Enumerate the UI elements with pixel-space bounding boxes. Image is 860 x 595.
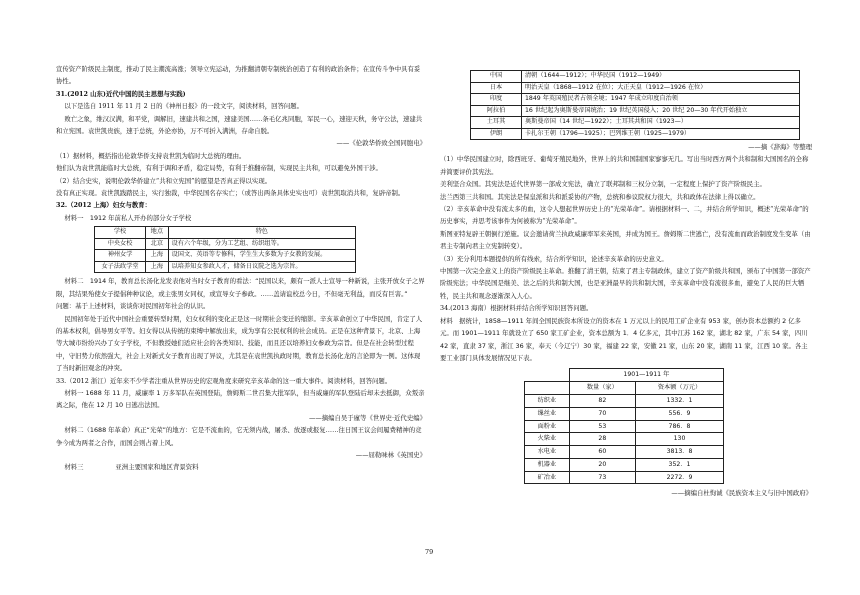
- table-cell: 神州女学: [95, 250, 146, 262]
- q33-material-1: 材料一 1688 年 11 月，威廉率 1 万多军队在英国登陆，詹姆斯二世召集大批军队，但当威廉的军队登陆后却未去抵御，众叛亲离之际，他在 12 月 10 日逃出法国。: [56, 388, 425, 410]
- r-question-1: （1）中华民国建立时，除西班牙、葡萄牙殖民地外，世界上的共和国制国家寥寥无几。写出当时西方两个共和制和大国国名的全称并简要评价其宪法。: [440, 155, 809, 176]
- table-row: [471, 71, 800, 83]
- table-row: [525, 458, 724, 471]
- table-cell: 上海: [146, 261, 168, 273]
- q31-material: 败亡之象，维汉汉满，和平党，调解旧，速建共和之国，速建美国……条毛亿兆同胞，军民一心，速迎天秋，务守公法，速建共和立宪国。袁世凯贵族，速于总统，外论亦协，万不可折入满洲，存命自脱。: [56, 114, 423, 136]
- table-row: [471, 94, 800, 106]
- q31-title: 31.(2012 山东)近代中国的民主思想与实践): [56, 89, 186, 98]
- table-cell: 设国文、英语等专修科，学生生大多数为子女教的发展。: [168, 250, 355, 262]
- table-row: [471, 105, 800, 117]
- q32-title: 32.（2012 上海）妇女与教育：: [56, 201, 152, 210]
- table-row: [95, 250, 356, 262]
- table-cell: 352．1: [636, 458, 724, 471]
- table-row: [525, 407, 724, 420]
- q32-material-2: 材料二 1914 年，教育总长汤化龙发表他对当时女子教育的看法：“民国以来，颇有一派人士宣导一种新说，主张开放女子之界限，其结果殆使女子提倡种种议论，或主张男女同权，或宣导女子参政。……盖请谊校总今日，不但毫无利益，而反有巨害。”: [56, 277, 425, 298]
- industry-table: [524, 368, 724, 484]
- r-question-2: （2）辛亥革命中没有流太多的血，这令人想起世界历史上的“光荣革命”。请根据材料一、二，并结合所学知识，概述“光荣革命”的历史事实，并思考该事件为何被称为“光荣革命”。: [440, 205, 809, 226]
- table-header-cell: 地点: [146, 227, 168, 239]
- table-cell: 缫丝业: [525, 407, 570, 420]
- table-cell: 水电业: [525, 446, 570, 459]
- table-cell: 20: [569, 458, 635, 471]
- q33-material-2: 材料二（1688 年革命）真正“光荣”的地方：它是不流血的，它无须内战，屠杀、放逐或报复……往日国王议会间履费精神的竞争今成为两者之合作，而国会则占着上风。: [56, 426, 422, 447]
- q31-answer-1: 他们认为袁世凯能临时大总统，有利于调和矛盾，稳定局势，有利于推翻帝制，实现民主共和，可以避免外国干涉。: [56, 164, 382, 173]
- table-cell: 上海: [146, 250, 168, 262]
- table-cell: 奥斯曼帝国（14 世纪—1922）；土耳其共和国（1923—）: [522, 117, 800, 129]
- q31-source: ——《伦敦华侨致全国同胞电》: [336, 139, 426, 148]
- r-answer-1a: 美利坚合众国。其宪法是近代世界第一部成文宪法，确立了联邦制和三权分立制，一定程度上保护了资产阶级民主。: [440, 180, 766, 189]
- table-cell: 82: [569, 394, 635, 407]
- table-cell: 以培养知女参政人才，储备日议院之选为宗旨。: [168, 261, 355, 273]
- table-row: [525, 420, 724, 433]
- q34-material: 材料 据统计，1858—1911 年间全国民族资本所设立的资本在 1 万元以上的民用工矿企业有 953 家，创办资本总额约 2 亿多元。而 1901—1911 年就设立了 650 家工矿企业，资本总额为 1．4 亿多元，其中江苏 162 家，湖北 82 家，广东 54 家，四川 42 家，直隶 37 家，浙江 36 家，奉天（今辽宁）30 家，福建 22 家，安徽 21 家，山东 20 家，湖南 11 家，江西 10 家。各主要工业部门具体发展情况见下表。: [440, 316, 808, 362]
- q32-answer: 民国初年处于近代中国社会重要转型时期，妇女权利的变化正是这一时期社会变迁的缩影。辛亥革命创立了中华民国，肯定了人的基本权利，倡导男女平等。妇女得以从传统的束缚中解放出来，成为享有公民权利的社会成员。正是在这种背景下，北京、上海等大城市纷纷兴办了女子学校，不但教授她们适应社会的各类知识、技能，而且还以培养妇女参政为宗旨。但是在社会转型过程中，守旧势力依然强大，社会上对新式女子教育出现了异议，尤其是在袁世凯执政时期，教育总长汤化龙的言论即为一例。这体现了当时新旧观念的冲突。: [56, 314, 423, 373]
- table-cell: 土耳其: [471, 117, 522, 129]
- r-answer-2: 斯图亚特复辟王朝倒行逆施。议会邀请荷兰执政威廉率军来英国，并成为国王。詹姆斯二世逃亡，没有流血而政治制度发生变革（由君主专制向君主立宪制转变）。: [440, 229, 811, 251]
- industry-source: ——摘编自杜恂诚《民族资本主义与旧中国政府》: [671, 489, 812, 498]
- q33-material-2-source: ——屈勒味林《英国史》: [355, 450, 426, 459]
- table-corner-cell: [525, 369, 570, 382]
- table-cell: 清朝（1644—1912）；中华民国（1912—1949）: [522, 71, 800, 83]
- table-cell: 中央女校: [95, 238, 146, 250]
- r-answer-3: 中国第一次完全意义上的资产阶级民主革命。推翻了清王朝，结束了君主专制政体，建立了资产阶级共和国，颁布了中国第一部资产阶级宪法；中华民国是继美、法之后的共和制大国，也是亚洲最早的共和制大国，辛亥革命中没有流很多血，避免了人民的巨大牺牲，民主共和观念逐渐深入人心。: [440, 267, 811, 300]
- q33-title: 33.（2012 浙江）近年来不少学者注重从世界历史的宏观角度来研究辛亥革命的这一重大事件。阅读材料，回答问题。: [56, 376, 392, 385]
- table-header-cell: 特色: [168, 227, 355, 239]
- table-caption: 1901—1911 年: [569, 369, 723, 382]
- q31-question-2: （2）结合史实，说明伦敦华侨建立“共和立宪国”的愿望是否真正得以实现。: [56, 176, 272, 185]
- table-cell: 786．8: [636, 420, 724, 433]
- table-cell: 3813．8: [636, 446, 724, 459]
- left-column: [56, 0, 426, 474]
- table-cell: 日本: [471, 82, 522, 94]
- table-row: [471, 82, 800, 94]
- table-cell: 火柴业: [525, 433, 570, 446]
- table-cell: 73: [569, 471, 635, 484]
- table-cell: 机器业: [525, 458, 570, 471]
- table-cell: 印度: [471, 94, 522, 106]
- table-cell: 1849 年英国殖民者占领全境；1947 年成立印度自治领: [522, 94, 800, 106]
- page-number: 79: [425, 548, 434, 556]
- table-row: [471, 128, 800, 140]
- q32-material-1-title: 材料一 1912 年前私人开办的部分女子学校: [64, 213, 192, 222]
- schools-table: [94, 226, 356, 273]
- table-cell: 2272．9: [636, 471, 724, 484]
- table-cell: 阿拉伯: [471, 105, 522, 117]
- table-cell: 1332．1: [636, 394, 724, 407]
- r-question-3: （3）充分利用本题提供的所有线索，结合所学知识，论述辛亥革命的历史意义。: [440, 254, 668, 263]
- table-cell: 明治天皇（1868—1912 在位）；大正天皇（1912—1926 在位）: [522, 82, 800, 94]
- q31-answer-2: 没有真正实现。袁世凯践踏民主，实行独裁，中华民国名存实亡；（或答出两条具体史实也可）袁世凯取消共和，复辟帝制。: [56, 189, 405, 198]
- table-row: [525, 446, 724, 459]
- table-header-cell: 资本额（万元）: [636, 382, 724, 395]
- table-row: [471, 117, 800, 129]
- table-row: [525, 471, 724, 484]
- countries-table: [470, 70, 800, 140]
- table-cell: 卡扎尔王朝（1796—1925）；巴列维王朝（1925—1979）: [522, 128, 800, 140]
- countries-source: ——摘《辞海》等整理: [748, 143, 812, 151]
- table-row: [525, 394, 724, 407]
- table-cell: 面粉业: [525, 420, 570, 433]
- q33-material-3: 材料三 亚洲主要国家和地区背景资料: [64, 463, 199, 472]
- table-cell: 130: [636, 433, 724, 446]
- q34-title: 34.(2013 海南）根据材料并结合所学知识回答问题。: [440, 304, 593, 313]
- table-cell: 中国: [471, 71, 522, 83]
- r-answer-1b: 法兰西第三共和国。其宪法是保皇派和共和派妥协的产物，总统和参议院权力很大，共和政体在法律上得以确立。: [440, 192, 760, 201]
- table-row: [525, 433, 724, 446]
- table-header-cell: [525, 382, 570, 395]
- table-cell: 北京: [146, 238, 168, 250]
- table-header-cell: 学校: [95, 227, 146, 239]
- table-row: [95, 238, 356, 250]
- table-cell: 设有六个年级，分为工艺组、纺织组等。: [168, 238, 355, 250]
- q33-material-1-source: ——摘编自吴于廑等《世界史·近代史编》: [308, 413, 426, 422]
- answer-paragraph: 宣传资产阶级民主制度，推动了民主潮流高涨；领导立宪运动，为推翻清朝专制统治创造了有利的政治条件；在宣传斗争中具有妥协性。: [56, 65, 421, 86]
- q32-question: 问题：基于上述材料，谈谈你对民国初年社会的认识。: [56, 302, 210, 311]
- table-row: [95, 261, 356, 273]
- q31-question-1: （1）据材料，概括指出伦敦华侨支持袁世凯为临时大总统的理由。: [56, 151, 246, 160]
- table-cell: 53: [569, 420, 635, 433]
- table-cell: 矿冶业: [525, 471, 570, 484]
- table-cell: 60: [569, 446, 635, 459]
- right-column: [440, 0, 812, 500]
- table-header-cell: 数量（家）: [569, 382, 635, 395]
- table-cell: 女子法政学堂: [95, 261, 146, 273]
- table-cell: 28: [569, 433, 635, 446]
- q31-intro: 以下是选自 1911 年 11 月 2 日的《神州日报》的一段文字，阅读材料，回答问题。: [64, 102, 304, 111]
- table-cell: 556．9: [636, 407, 724, 420]
- table-cell: 16 世纪起为奥斯曼帝国统治；19 世纪英国侵入；20 世纪 20—30 年代开始独立: [522, 105, 800, 117]
- table-cell: 70: [569, 407, 635, 420]
- table-cell: 伊朗: [471, 128, 522, 140]
- table-cell: 纺织业: [525, 394, 570, 407]
